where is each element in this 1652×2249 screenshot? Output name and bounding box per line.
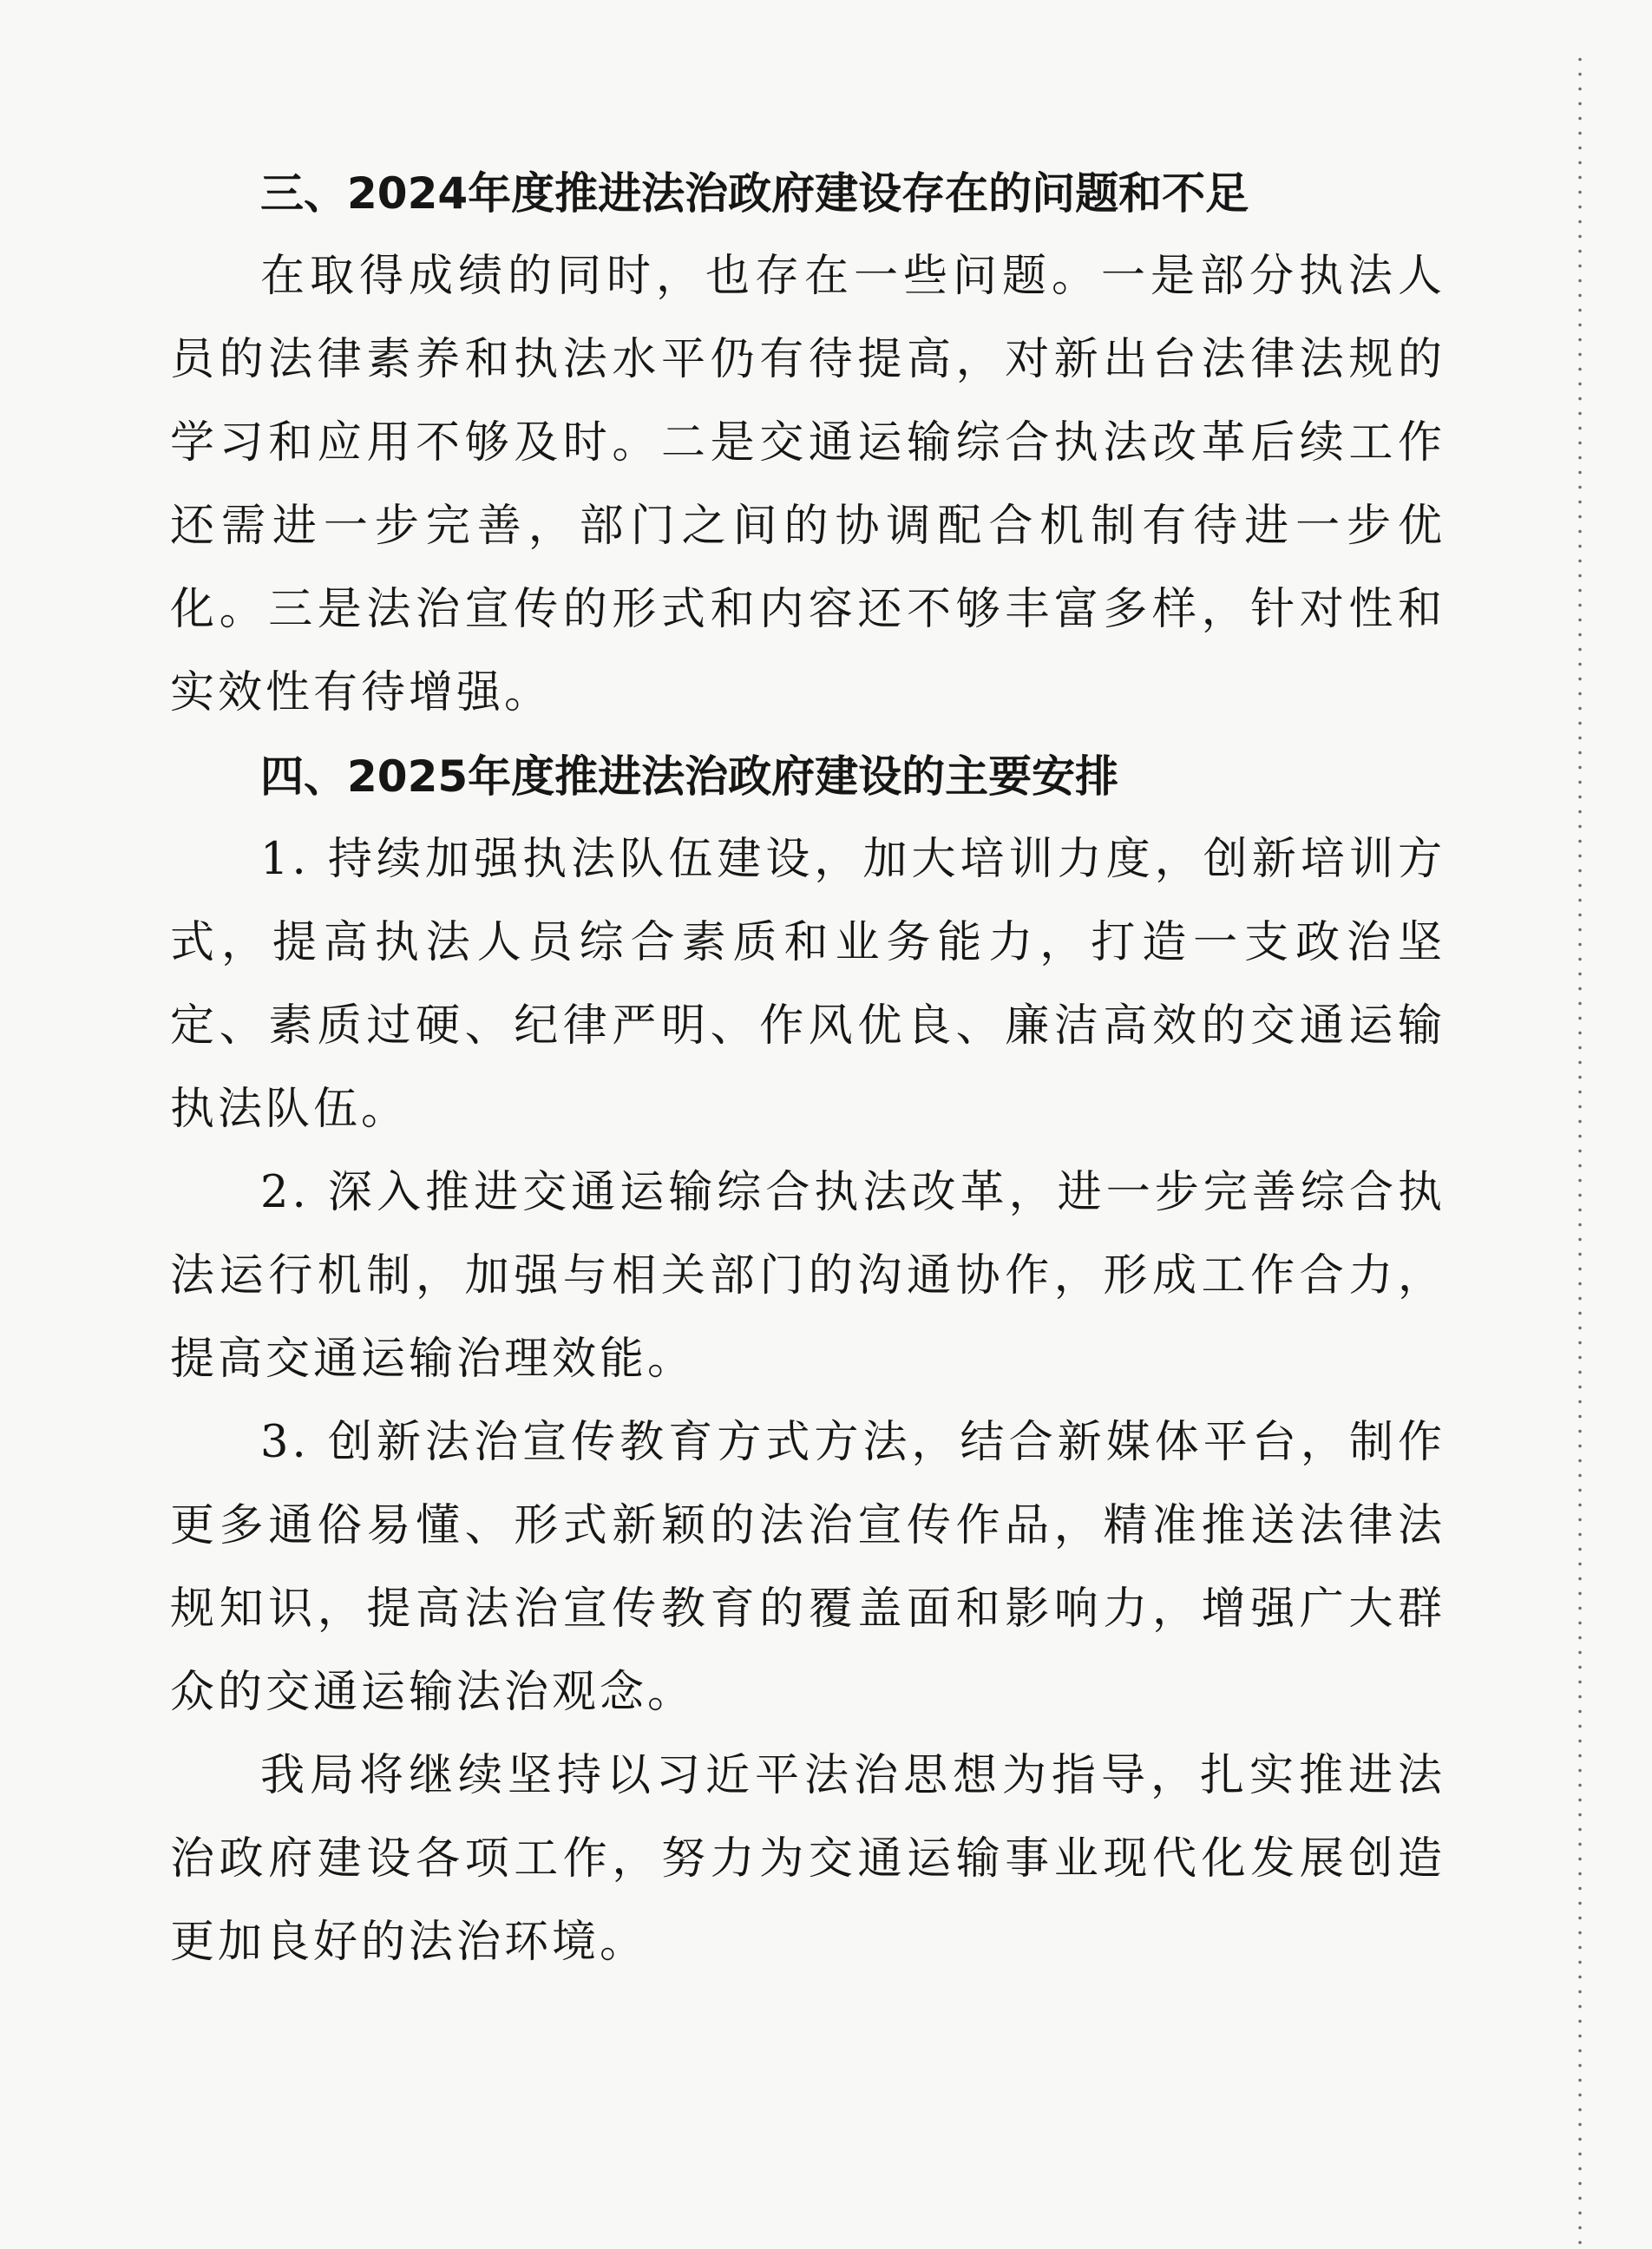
section-3-heading: 三、2024年度推进法治政府建设存在的问题和不足 bbox=[260, 168, 1249, 219]
section-4-heading: 四、2025年度推进法治政府建设的主要安排 bbox=[260, 751, 1119, 802]
binding-holes bbox=[1577, 52, 1583, 2247]
section-4-item-2: 2. 深入推进交通运输综合执法改革，进一步完善综合执法运行机制，加强与相关部门的沟通协作，形成工作合力，提高交通运输治理效能。 bbox=[170, 1167, 1446, 1385]
closing-paragraph: 我局将继续坚持以习近平法治思想为指导，扎实推进法治政府建设各项工作，努力为交通运输事业现代化发展创造更加良好的法治环境。 bbox=[170, 1750, 1446, 1968]
section-4-item-1: 1. 持续加强执法队伍建设，加大培训力度，创新培训方式，提高执法人员综合素质和业务能力，打造一支政治坚定、素质过硬、纪律严明、作风优良、廉洁高效的交通运输执法队伍。 bbox=[170, 834, 1446, 1135]
section-4-item-3: 3. 创新法治宣传教育方式方法，结合新媒体平台，制作更多通俗易懂、形式新颖的法治宣传作品，精准推送法律法规知识，提高法治宣传教育的覆盖面和影响力，增强广大群众的交通运输法治观念。 bbox=[170, 1417, 1446, 1718]
section-3-paragraph: 在取得成绩的同时，也存在一些问题。一是部分执法人员的法律素养和执法水平仍有待提高，对新出台法律法规的学习和应用不够及时。二是交通运输综合执法改革后续工作还需进一步完善，部门之间的协调配合机制有待进一步优化。三是法治宣传的形式和内容还不够丰富多样，针对性和实效性有待增强。 bbox=[170, 251, 1446, 718]
document-body bbox=[170, 152, 1446, 1984]
